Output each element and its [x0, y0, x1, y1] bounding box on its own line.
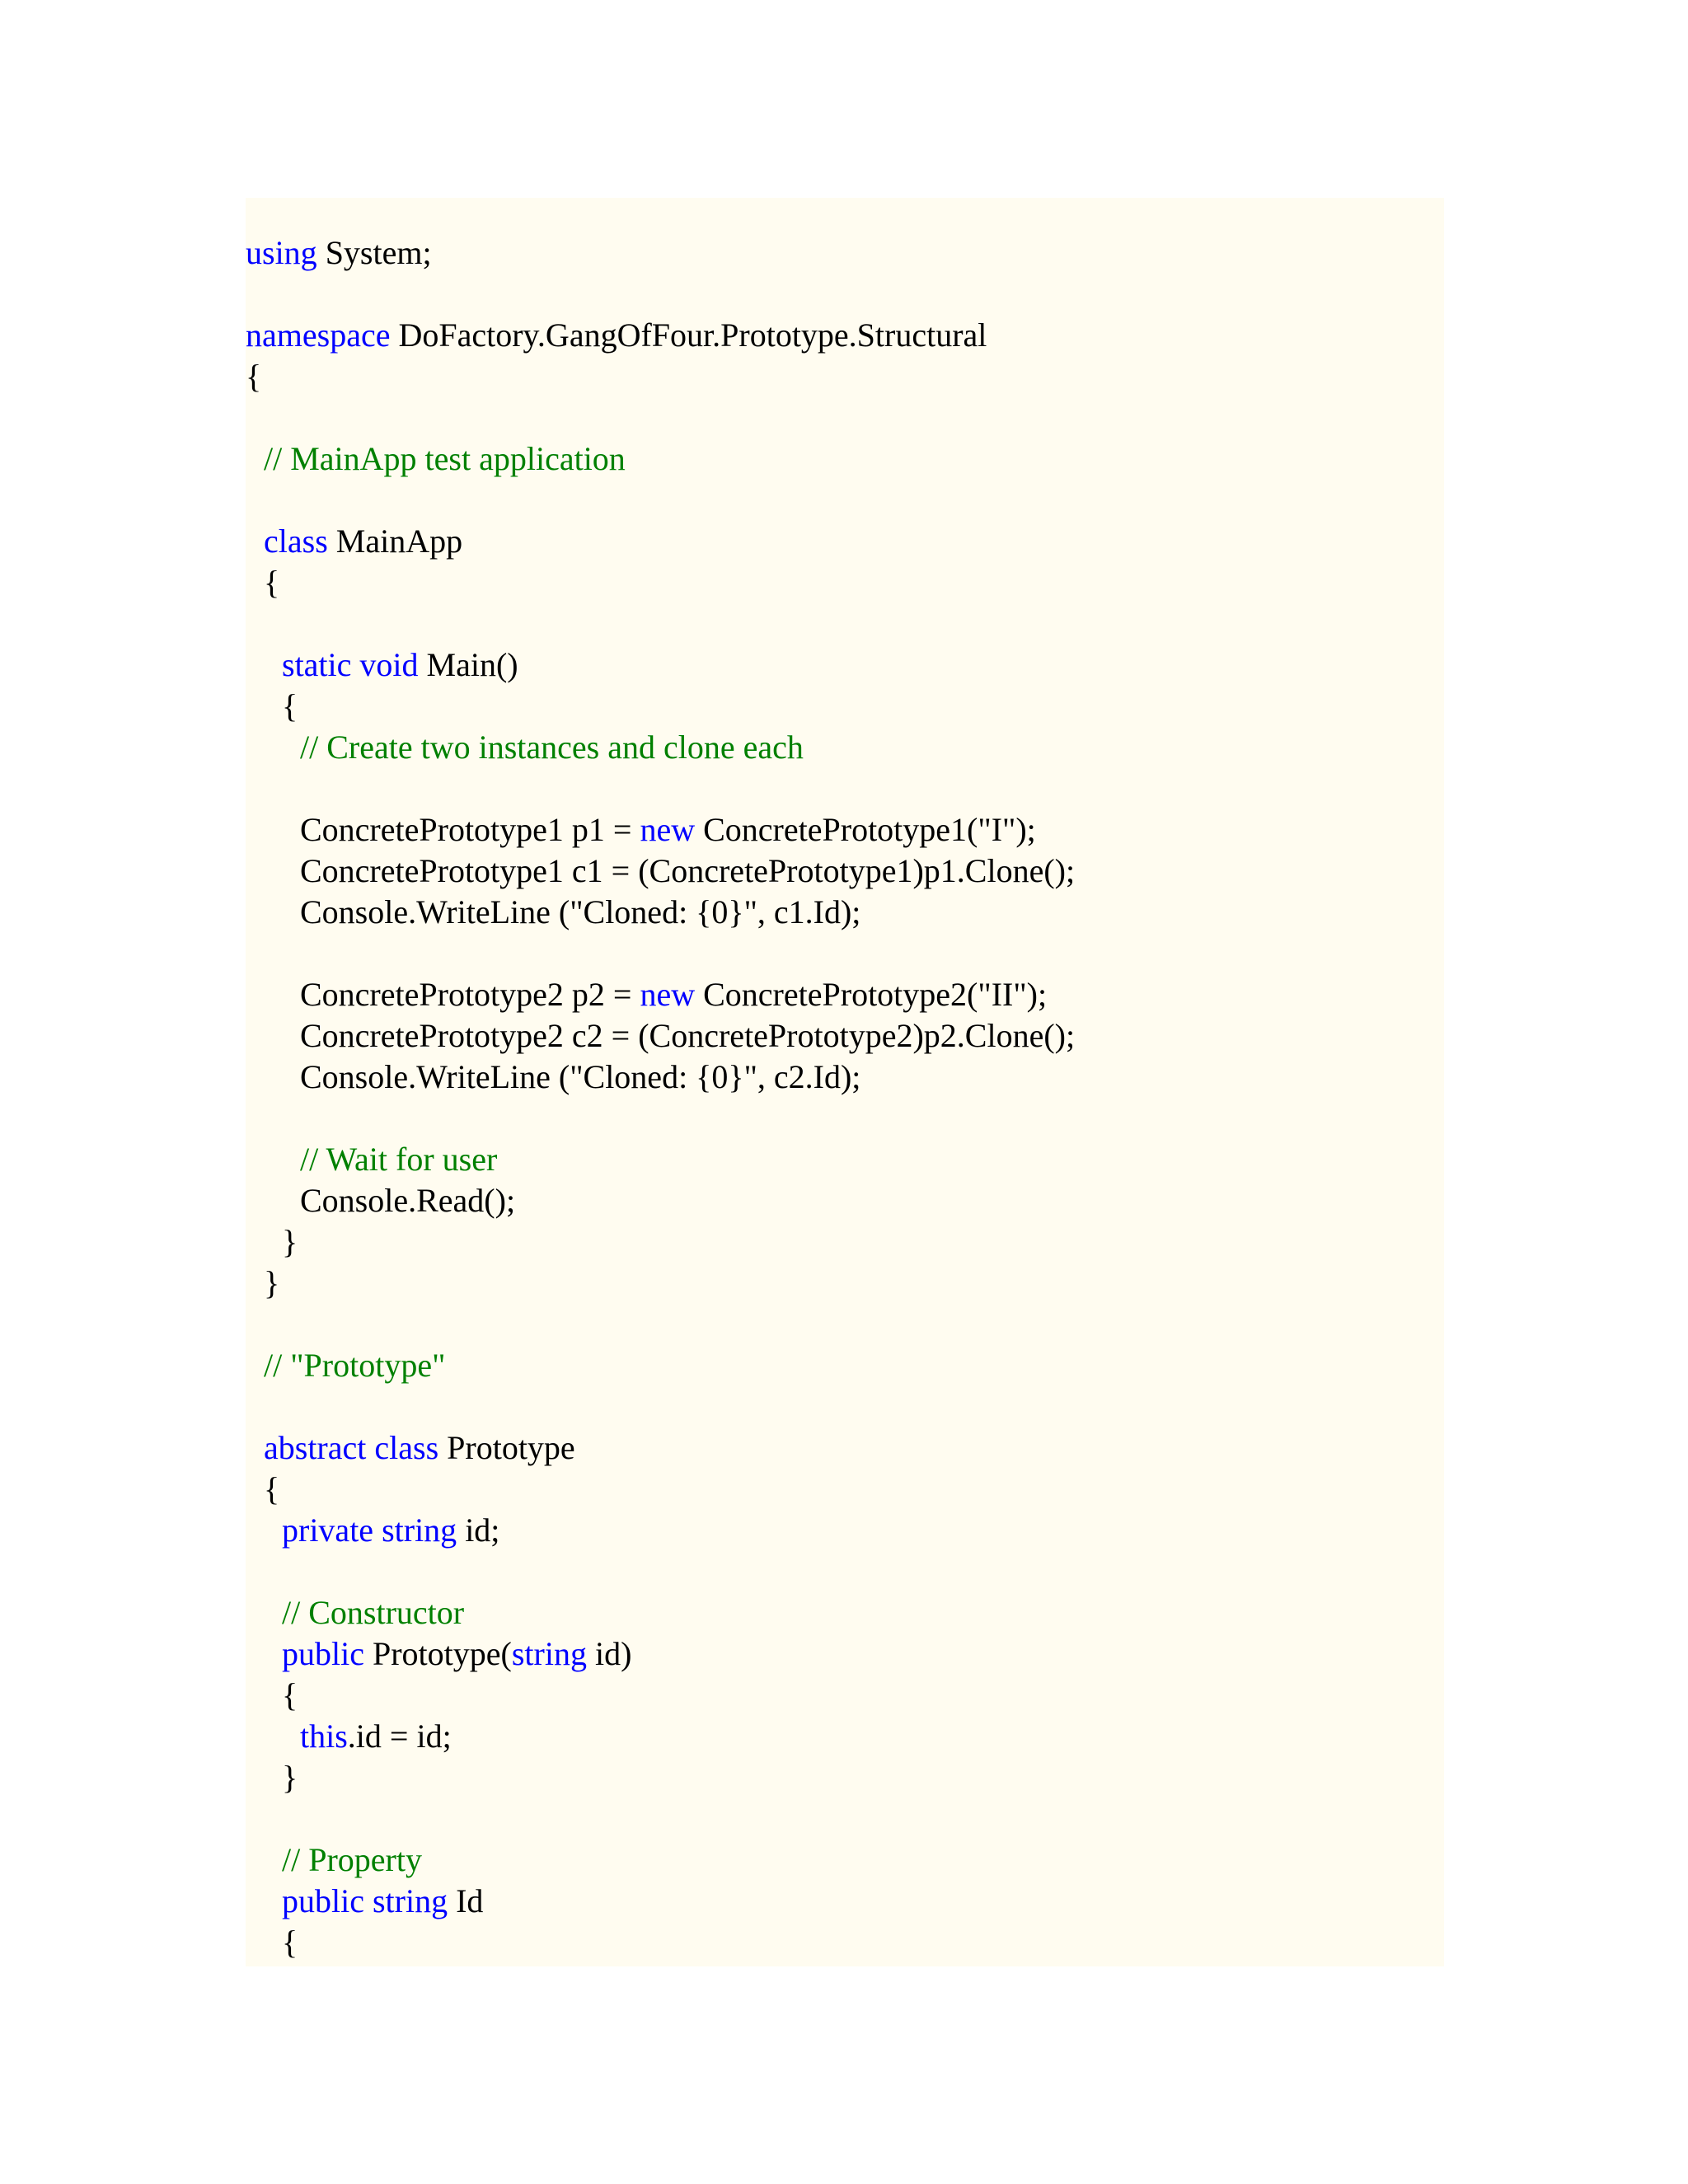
code-text: ConcretePrototype1 p1 = [300, 811, 640, 848]
code-line [246, 1757, 1075, 1798]
keyword: private [282, 1511, 374, 1549]
code-line [246, 809, 1075, 851]
keyword: void [359, 646, 419, 683]
code-line [246, 1469, 1075, 1510]
code-line [246, 727, 1075, 768]
code-line [246, 562, 1075, 603]
comment: // "Prototype" [264, 1347, 446, 1384]
comment: // Create two instances and clone each [300, 729, 804, 766]
code-line [246, 1675, 1075, 1716]
code-line [246, 1592, 1075, 1633]
code-line [246, 892, 1075, 933]
code-line [246, 274, 1075, 315]
comment: // Property [282, 1841, 422, 1878]
code-text: } [282, 1759, 298, 1796]
comment: // Wait for user [300, 1141, 498, 1178]
keyword: this [300, 1718, 348, 1755]
code-text: { [282, 1676, 298, 1713]
code-text: } [282, 1223, 298, 1260]
keyword: namespace [246, 316, 391, 354]
code-line [246, 1427, 1075, 1469]
keyword: using [246, 234, 317, 271]
keyword: class [264, 523, 328, 560]
code-line [246, 1263, 1075, 1304]
code-text [364, 1882, 373, 1919]
code-line [246, 933, 1075, 974]
keyword: new [640, 811, 696, 848]
code-line [246, 232, 1075, 274]
code-text: { [246, 358, 262, 395]
code-text: Prototype( [363, 1635, 512, 1672]
keyword: abstract [264, 1429, 367, 1466]
code-line [246, 1386, 1075, 1427]
comment: // Constructor [282, 1594, 465, 1631]
keyword: class [374, 1429, 439, 1466]
code-listing [246, 232, 1075, 1963]
code-text: Prototype [438, 1429, 575, 1466]
code-text: Main() [418, 646, 518, 683]
code-line [246, 480, 1075, 521]
code-line [246, 603, 1075, 644]
code-text: DoFactory.GangOfFour.Prototype.Structural [390, 316, 987, 354]
code-text: ConcretePrototype1("I"); [695, 811, 1036, 848]
code-line [246, 686, 1075, 727]
code-line [246, 356, 1075, 397]
code-line [246, 1180, 1075, 1221]
keyword: static [282, 646, 352, 683]
code-line [246, 1551, 1075, 1592]
code-text: ConcretePrototype2("II"); [695, 976, 1048, 1013]
code-line [246, 1881, 1075, 1922]
code-line [246, 768, 1075, 809]
code-text: MainApp [327, 523, 463, 560]
code-text: ConcretePrototype2 c2 = (ConcretePrototype2)p2.Clone(); [300, 1017, 1076, 1054]
code-text: ConcretePrototype1 c1 = (ConcretePrototype1)p1.Clone(); [300, 852, 1076, 889]
keyword: public [282, 1882, 364, 1919]
code-text: Console.Read(); [300, 1182, 516, 1219]
code-text [366, 1429, 374, 1466]
code-text [351, 646, 359, 683]
code-text: Console.WriteLine ("Cloned: {0}", c2.Id); [300, 1058, 861, 1095]
code-line [246, 438, 1075, 480]
code-line [246, 397, 1075, 438]
code-line [246, 644, 1075, 686]
code-line [246, 1057, 1075, 1098]
code-line [246, 1510, 1075, 1551]
comment: // MainApp test application [264, 440, 626, 477]
code-text [373, 1511, 382, 1549]
code-line [246, 1716, 1075, 1757]
code-text: id) [586, 1635, 632, 1672]
code-line [246, 1304, 1075, 1345]
code-line [246, 1345, 1075, 1386]
code-line [246, 1015, 1075, 1057]
code-line [246, 1633, 1075, 1675]
code-line [246, 1798, 1075, 1840]
code-text: id; [457, 1511, 500, 1549]
keyword: public [282, 1635, 364, 1672]
code-line [246, 851, 1075, 892]
code-line [246, 1098, 1075, 1139]
code-text: Console.WriteLine ("Cloned: {0}", c1.Id); [300, 893, 861, 930]
keyword: new [640, 976, 696, 1013]
code-line [246, 1139, 1075, 1180]
code-text: { [264, 564, 280, 601]
keyword: string [382, 1511, 457, 1549]
keyword: string [511, 1635, 587, 1672]
code-text: } [264, 1264, 280, 1301]
code-line [246, 1922, 1075, 1963]
code-line [246, 974, 1075, 1015]
code-text: System; [316, 234, 432, 271]
code-line [246, 521, 1075, 562]
code-text: { [282, 1924, 298, 1961]
code-text: Id [448, 1882, 484, 1919]
code-line [246, 1221, 1075, 1263]
keyword: string [372, 1882, 448, 1919]
code-line [246, 315, 1075, 356]
code-text: { [282, 687, 298, 724]
code-text: { [264, 1470, 280, 1507]
code-text: .id = id; [347, 1718, 452, 1755]
code-text: ConcretePrototype2 p2 = [300, 976, 640, 1013]
code-line [246, 1840, 1075, 1881]
